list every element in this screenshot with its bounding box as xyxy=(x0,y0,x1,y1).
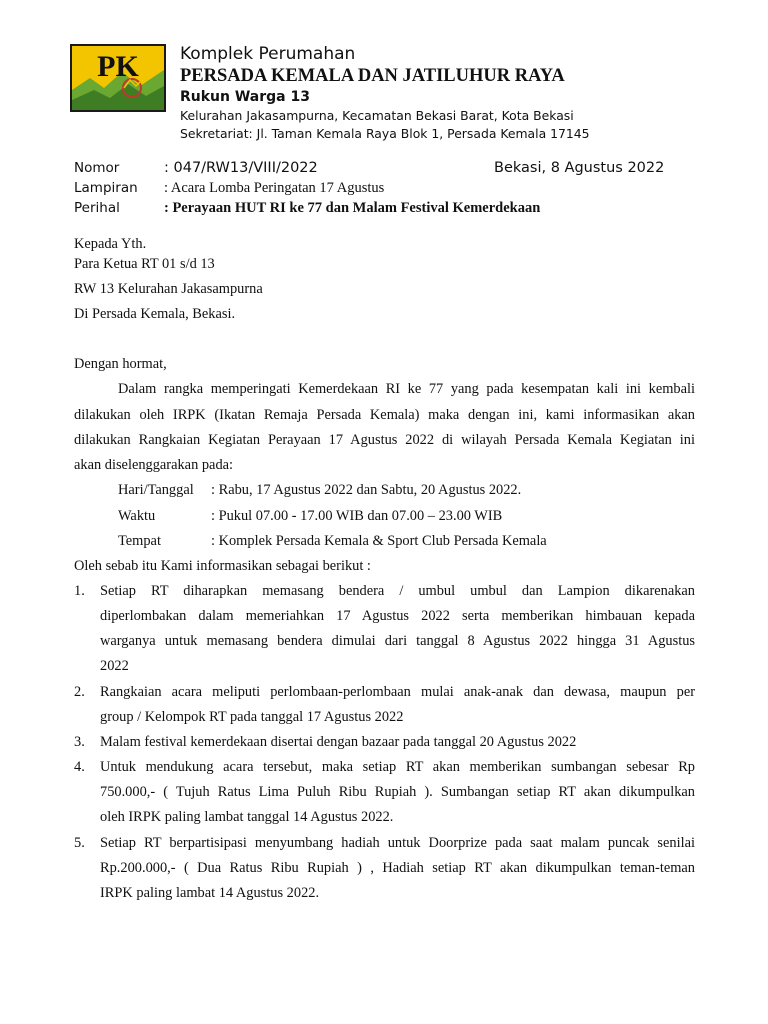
pk-logo xyxy=(70,44,166,112)
intro-line: dilakukan oleh IRPK (Ikatan Remaja Persada Kemala) maka dengan ini, kami informasikan akan xyxy=(74,407,695,423)
recipient-line: Di Persada Kemala, Bekasi. xyxy=(74,306,236,322)
schedule-value: : Pukul 07.00 - 17.00 WIB dan 07.00 – 23.00 WIB xyxy=(211,508,503,524)
pk-logo-graphic xyxy=(70,44,166,112)
schedule-label: Hari/Tanggal xyxy=(118,482,194,498)
schedule-value: : Rabu, 17 Agustus 2022 dan Sabtu, 20 Agustus 2022. xyxy=(211,482,522,498)
list-item-line: Untuk mendukung acara tersebut, maka setiap RT akan memberikan sumbangan sebesar Rp xyxy=(100,759,695,775)
info-lead: Oleh sebab itu Kami informasikan sebagai berikut : xyxy=(74,558,371,574)
list-item-number: 5. xyxy=(74,835,85,851)
letterhead-secretariat: Sekretariat: Jl. Taman Kemala Raya Blok 1, Persada Kemala 17145 xyxy=(180,126,590,141)
list-item-line: IRPK paling lambat 14 Agustus 2022. xyxy=(100,885,320,901)
perihal-label: Perihal xyxy=(74,200,120,216)
letterhead-title: PERSADA KEMALA DAN JATILUHUR RAYA xyxy=(180,66,565,86)
letterhead-rw: Rukun Warga 13 xyxy=(180,89,310,105)
perihal-value: : Perayaan HUT RI ke 77 dan Malam Festival Kemerdekaan xyxy=(164,200,541,216)
list-item-number: 3. xyxy=(74,734,85,750)
schedule-label: Waktu xyxy=(118,508,156,524)
greeting: Dengan hormat, xyxy=(74,356,167,372)
list-item-line: diperlombakan dalam memeriahkan 17 Agustus 2022 serta memberikan himbauan kepada xyxy=(100,608,695,624)
lampiran-label: Lampiran xyxy=(74,180,138,196)
letterhead-address: Kelurahan Jakasampurna, Kecamatan Bekasi Barat, Kota Bekasi xyxy=(180,108,574,123)
schedule-value: : Komplek Persada Kemala & Sport Club Persada Kemala xyxy=(211,533,547,549)
lampiran-value: : Acara Lomba Peringatan 17 Agustus xyxy=(164,180,385,196)
list-item-line: Rangkaian acara meliputi perlombaan-perlombaan mulai anak-anak dan dewasa, maupun per xyxy=(100,684,695,700)
list-item-line: Setiap RT diharapkan memasang bendera / umbul umbul dan Lampion dikarenakan xyxy=(100,583,695,599)
nomor-value: : 047/RW13/VIII/2022 xyxy=(164,160,318,176)
list-item-line: Setiap RT berpartisipasi menyumbang hadiah untuk Doorprize pada saat malam puncak senilai xyxy=(100,835,695,851)
intro-line: dilakukan Rangkaian Kegiatan Perayaan 17 Agustus 2022 di wilayah Persada Kemala Kegiatan ini xyxy=(74,432,695,448)
list-item-number: 1. xyxy=(74,583,85,599)
schedule-label: Tempat xyxy=(118,533,161,549)
list-item-line: Malam festival kemerdekaan disertai dengan bazaar pada tanggal 20 Agustus 2022 xyxy=(100,734,577,750)
list-item-line: warganya untuk memasang bendera dimulai dari tanggal 8 Agustus 2022 hingga 31 Agustus xyxy=(100,633,695,649)
list-item-line: group / Kelompok RT pada tanggal 17 Agustus 2022 xyxy=(100,709,404,725)
letter-date: Bekasi, 8 Agustus 2022 xyxy=(494,160,665,176)
recipient-line: Kepada Yth. xyxy=(74,236,147,252)
logo-text: PK xyxy=(97,50,139,83)
recipient-line: RW 13 Kelurahan Jakasampurna xyxy=(74,281,263,297)
letterhead-subtitle: Komplek Perumahan xyxy=(180,44,356,64)
list-item-line: Rp.200.000,- ( Dua Ratus Ribu Rupiah ) , Hadiah setiap RT akan dikumpulkan teman-teman xyxy=(100,860,695,876)
list-item-line: oleh IRPK paling lambat tanggal 14 Agustus 2022. xyxy=(100,809,394,825)
recipient-line: Para Ketua RT 01 s/d 13 xyxy=(74,256,215,272)
intro-line: Dalam rangka memperingati Kemerdekaan RI ke 77 yang pada kesempatan kali ini kembali xyxy=(118,381,695,397)
intro-line: akan diselenggarakan pada: xyxy=(74,457,234,473)
list-item-number: 2. xyxy=(74,684,85,700)
list-item-number: 4. xyxy=(74,759,85,775)
nomor-label: Nomor xyxy=(74,160,120,176)
list-item-line: 2022 xyxy=(100,658,129,674)
list-item-line: 750.000,- ( Tujuh Ratus Lima Puluh Ribu Rupiah ). Sumbangan setiap RT akan dikumpulkan xyxy=(100,784,695,800)
